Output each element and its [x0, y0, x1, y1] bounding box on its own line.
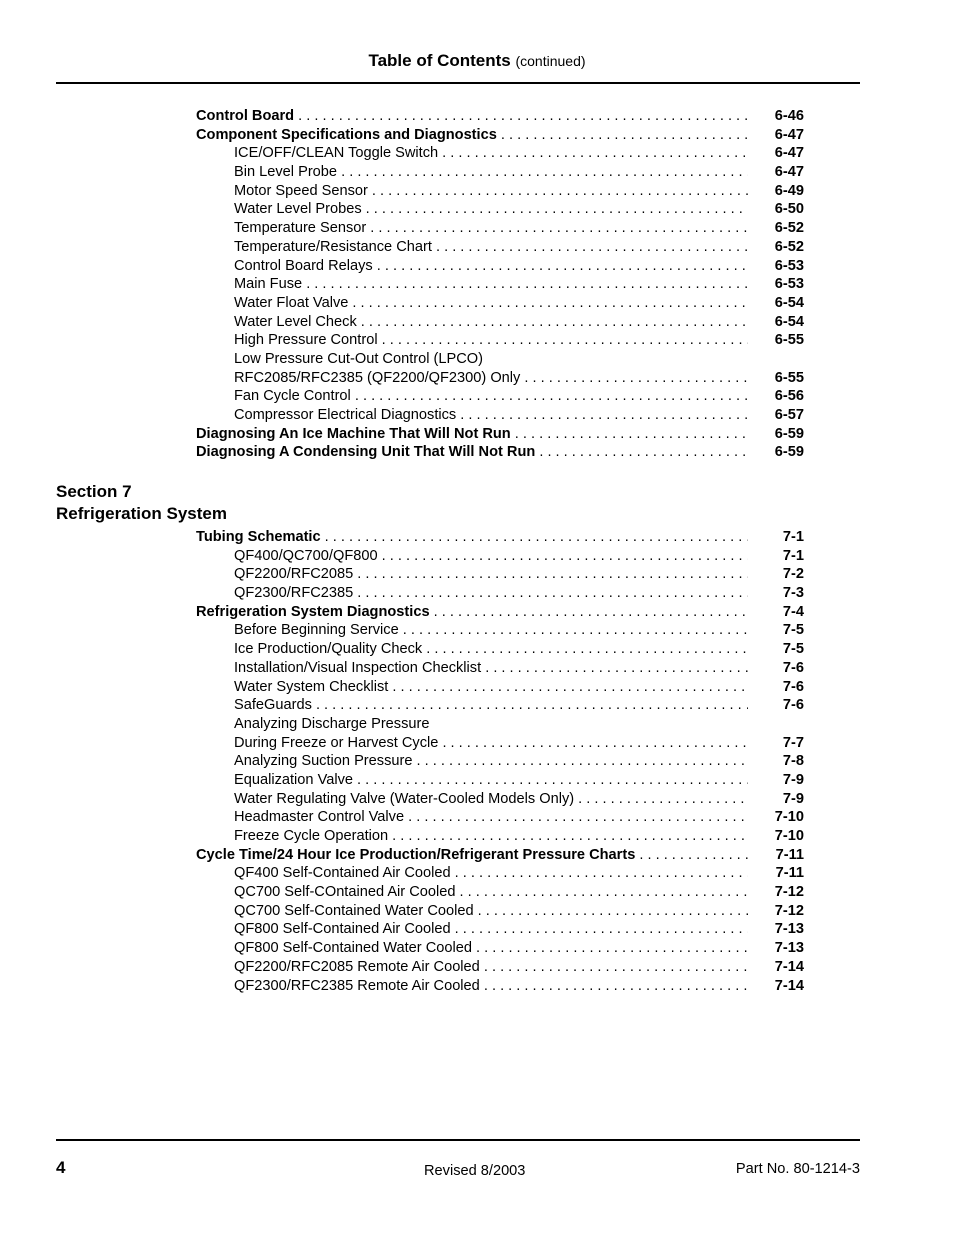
toc-entry-label: Water Float Valve . . .: [234, 294, 748, 313]
toc-entry: [0, 238, 954, 257]
part-number: Part No. 80-1214-3: [735, 1161, 860, 1177]
toc-entry-page: 6-53: [774, 257, 804, 274]
toc-entry: [0, 565, 954, 584]
toc-entry-label: Ice Production/Quality Check . . .: [234, 640, 748, 659]
title-text: Table of Contents: [368, 51, 511, 70]
page-title: [0, 51, 954, 71]
toc-entry: [0, 678, 954, 697]
toc-entry-label: Water Regulating Valve (Water-Cooled Models Only) . . .: [234, 790, 748, 809]
toc-entry-page: 7-6: [782, 659, 804, 676]
toc-entry-page: 6-53: [774, 276, 804, 293]
toc-entry-label: Compressor Electrical Diagnostics . . .: [234, 406, 748, 425]
toc-entry: [0, 331, 954, 350]
section-heading: [56, 481, 227, 525]
toc-entry-page: 7-13: [774, 940, 804, 957]
toc-entry-label: High Pressure Control . . .: [234, 331, 748, 350]
toc-entry-label: QF2200/RFC2085 . . .: [234, 565, 748, 584]
toc-entry: [0, 977, 954, 996]
toc-entry-page: 6-54: [774, 313, 804, 330]
toc-entry-label: Component Specifications and Diagnostics . . .: [196, 126, 748, 145]
toc-entry-label: SafeGuards . . .: [234, 696, 748, 715]
toc-entry-page: 6-55: [774, 332, 804, 349]
toc-entry-page: 6-59: [774, 425, 804, 442]
toc-entry-label: Control Board Relays . . .: [234, 257, 748, 276]
toc-entry-page: 6-47: [774, 126, 804, 143]
toc-entry-label: Main Fuse . . .: [234, 275, 748, 294]
toc-entry: [0, 883, 954, 902]
toc-entry: [0, 144, 954, 163]
toc-entry: [0, 107, 954, 126]
toc-entry-label: Temperature/Resistance Chart . . .: [234, 238, 748, 257]
toc-entry: [0, 547, 954, 566]
toc-entry: [0, 219, 954, 238]
toc-entry: [0, 603, 954, 622]
toc-entry-page: 7-1: [782, 547, 804, 564]
toc-entry-label: QC700 Self-COntained Air Cooled . . .: [234, 883, 748, 902]
toc-entry: [0, 846, 954, 865]
toc-entry-page: 6-59: [774, 444, 804, 461]
toc-entry-page: 6-49: [774, 182, 804, 199]
toc-entry-label: Equalization Valve . . .: [234, 771, 748, 790]
toc-entry-label: QF2300/RFC2385 . . .: [234, 584, 748, 603]
toc-block-section-7: [0, 528, 954, 995]
toc-entry: [0, 771, 954, 790]
toc-entry-label: Installation/Visual Inspection Checklist . . .: [234, 659, 748, 678]
toc-entry: [0, 200, 954, 219]
toc-entry: [0, 528, 954, 547]
toc-entry-label: QF2200/RFC2085 Remote Air Cooled . . .: [234, 958, 748, 977]
toc-entry-page: 7-7: [782, 734, 804, 751]
toc-entry: [0, 163, 954, 182]
toc-entry-page: 7-5: [782, 641, 804, 658]
toc-entry-page: 6-46: [774, 108, 804, 124]
toc-entry: [0, 790, 954, 809]
toc-entry-page: 7-11: [775, 846, 804, 863]
continued-text: (continued): [515, 53, 586, 69]
toc-entry-label: Fan Cycle Control . . .: [234, 387, 748, 406]
toc-entry: [0, 313, 954, 332]
toc-entry-label: Water System Checklist . . .: [234, 678, 748, 697]
toc-entry-label: QF400/QC700/QF800 . . .: [234, 547, 748, 566]
toc-entry-page: 7-14: [774, 958, 804, 975]
toc-entry-label: QF800 Self-Contained Water Cooled . . .: [234, 939, 748, 958]
toc-entry-page: 7-12: [774, 902, 804, 919]
toc-entry: [0, 864, 954, 883]
toc-entry-page: 6-50: [774, 201, 804, 218]
toc-entry: [0, 715, 954, 734]
toc-entry-page: 7-9: [782, 790, 804, 807]
toc-entry-label: QF800 Self-Contained Air Cooled . . .: [234, 920, 748, 939]
toc-entry-page: 7-13: [774, 921, 804, 938]
toc-entry: [0, 902, 954, 921]
toc-entry-label: Tubing Schematic . . .: [196, 528, 748, 547]
toc-entry-label: Control Board . . .: [196, 107, 748, 126]
toc-block-section-6: [0, 107, 954, 462]
toc-entry-label: Bin Level Probe . . .: [234, 163, 748, 182]
toc-entry-page: 7-4: [782, 603, 804, 620]
section-title: Refrigeration System: [56, 504, 227, 523]
toc-entry: [0, 182, 954, 201]
toc-entry-label: During Freeze or Harvest Cycle . . .: [234, 734, 748, 753]
toc-entry-page: 6-52: [774, 220, 804, 237]
toc-entry: [0, 584, 954, 603]
toc-entry-page: 7-9: [782, 771, 804, 788]
toc-entry-label: Headmaster Control Valve . . .: [234, 808, 748, 827]
toc-entry: [0, 808, 954, 827]
toc-entry: [0, 406, 954, 425]
toc-entry: [0, 640, 954, 659]
toc-entry-page: 7-6: [782, 697, 804, 714]
revised-date: Revised 8/2003: [424, 1163, 526, 1179]
toc-entry: [0, 257, 954, 276]
toc-entry-label: ICE/OFF/CLEAN Toggle Switch . . .: [234, 144, 748, 163]
toc-entry-page: 6-55: [774, 369, 804, 386]
toc-entry: [0, 294, 954, 313]
toc-entry-label: QF400 Self-Contained Air Cooled . . .: [234, 864, 748, 883]
toc-entry-page: 7-2: [782, 566, 804, 583]
toc-entry-page: 7-14: [774, 977, 804, 994]
header-rule: [56, 82, 860, 84]
toc-entry-page: 7-10: [774, 809, 804, 826]
toc-entry-page: 7-11: [775, 865, 804, 882]
toc-entry-label: Diagnosing An Ice Machine That Will Not Run . . .: [196, 425, 748, 444]
toc-entry-page: 7-10: [774, 828, 804, 844]
toc-entry-label: QC700 Self-Contained Water Cooled . . .: [234, 902, 748, 921]
toc-entry-label: Temperature Sensor . . .: [234, 219, 748, 238]
toc-entry-page: 7-6: [782, 678, 804, 695]
toc-entry: [0, 920, 954, 939]
toc-entry-page: 7-1: [782, 529, 804, 545]
toc-entry-page: 6-47: [774, 145, 804, 162]
toc-entry: [0, 734, 954, 753]
toc-entry-label: Analyzing Discharge Pressure: [234, 715, 430, 732]
toc-entry-label: Low Pressure Cut-Out Control (LPCO): [234, 350, 483, 367]
toc-entry: [0, 443, 954, 462]
toc-entry-label: QF2300/RFC2385 Remote Air Cooled . . .: [234, 977, 748, 996]
toc-entry: [0, 369, 954, 388]
toc-entry-label: Cycle Time/24 Hour Ice Production/Refrigerant Pressure Charts . . .: [196, 846, 748, 865]
toc-entry-label: Freeze Cycle Operation . . .: [234, 827, 748, 846]
toc-entry-page: 7-3: [782, 585, 804, 602]
toc-entry-page: 6-52: [774, 238, 804, 255]
toc-entry-label: Refrigeration System Diagnostics . . .: [196, 603, 748, 622]
toc-entry-page: 6-54: [774, 294, 804, 311]
toc-entry-page: 6-56: [774, 388, 804, 405]
toc-entry-page: 6-47: [774, 164, 804, 181]
toc-entry: [0, 126, 954, 145]
footer-rule: [56, 1139, 860, 1141]
toc-entry: [0, 621, 954, 640]
toc-entry: [0, 939, 954, 958]
toc-entry: [0, 659, 954, 678]
toc-entry: [0, 827, 954, 846]
toc-entry: [0, 958, 954, 977]
toc-entry-label: Motor Speed Sensor . . .: [234, 182, 748, 201]
toc-entry: [0, 350, 954, 369]
toc-entry-page: 7-8: [782, 753, 804, 770]
toc-entry: [0, 275, 954, 294]
page-number: 4: [56, 1158, 66, 1177]
toc-entry: [0, 425, 954, 444]
section-number: Section 7: [56, 482, 132, 501]
toc-entry-page: 7-12: [774, 884, 804, 901]
toc-entry-label: RFC2085/RFC2385 (QF2200/QF2300) Only . . .: [234, 369, 748, 388]
toc-entry-label: Before Beginning Service . . .: [234, 621, 748, 640]
toc-entry: [0, 752, 954, 771]
toc-entry-label: Water Level Check . . .: [234, 313, 748, 332]
toc-entry: [0, 696, 954, 715]
toc-entry-label: Water Level Probes . . .: [234, 200, 748, 219]
toc-entry-label: Analyzing Suction Pressure . . .: [234, 752, 748, 771]
toc-entry: [0, 387, 954, 406]
toc-entry-page: 6-57: [774, 407, 804, 423]
toc-entry-label: Diagnosing A Condensing Unit That Will Not Run . . .: [196, 443, 748, 462]
toc-entry-page: 7-5: [782, 622, 804, 639]
